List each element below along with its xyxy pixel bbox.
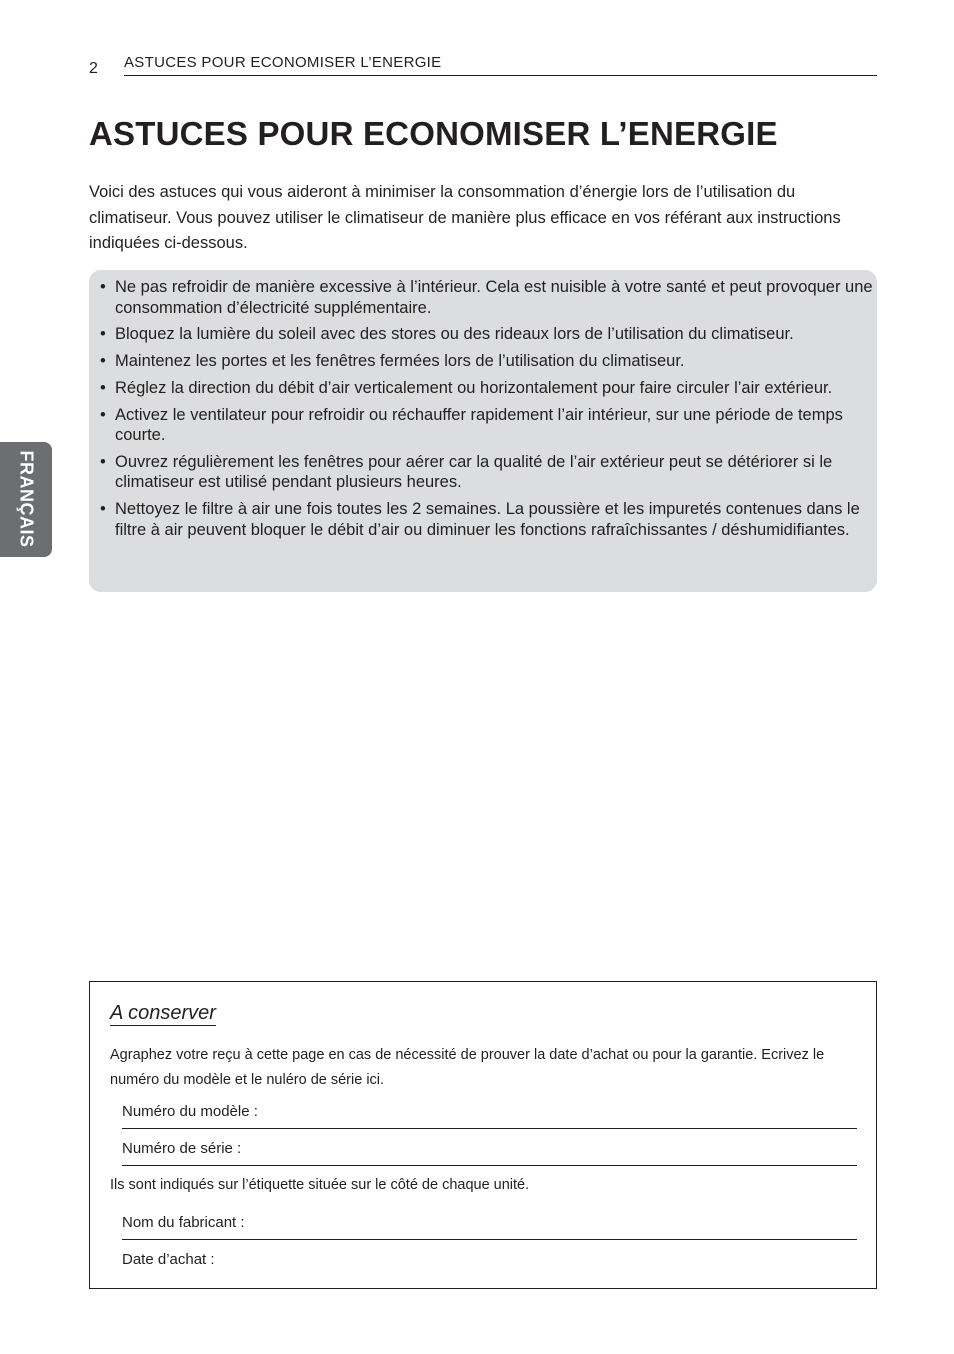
running-header: ASTUCES POUR ECONOMISER L’ENERGIE [124,54,442,71]
tip-item: • Activez le ventilateur pour refroidir ou réchauffer rapidement l’air intérieur, sur une période de temps courte. [100,405,873,446]
label-location-note: Ils sont indiqués sur l’étiquette située sur le côté de chaque unité. [110,1177,530,1193]
tip-item: • Maintenez les portes et les fenêtres fermées lors de l’utilisation du climatiseur. [100,351,873,372]
keep-record-title: A conserver [110,1002,216,1024]
tip-item: • Réglez la direction du débit d’air verticalement ou horizontalement pour faire circuler l’air extérieur. [100,378,873,399]
manufacturer-label: Nom du fabricant : [122,1214,245,1231]
intro-paragraph: Voici des astuces qui vous aideront à minimiser la consommation d’énergie lors de l’utilisation du climatiseur. Vous pouvez utiliser le climatiseur de manière plus efficace en vos référant aux instructions indiquées ci-dessous. [89,183,841,252]
keep-record-box [89,981,877,1289]
purchase-date-label: Date d’achat : [122,1251,215,1268]
model-number-field[interactable] [122,1103,857,1129]
serial-number-field[interactable] [122,1140,857,1166]
serial-number-label: Numéro de série : [122,1140,242,1157]
language-tab-label: FRANÇAIS [16,450,37,548]
purchase-date-field[interactable] [122,1251,857,1277]
page-number: 2 [89,60,98,77]
tip-item: • Bloquez la lumière du soleil avec des stores ou des rideaux lors de l’utilisation du climatiseur. [100,324,873,345]
tip-item: • Ouvrez régulièrement les fenêtres pour aérer car la qualité de l’air extérieur peut se détériorer si le climatiseur est utilisé pendant plusieurs heures. [100,452,873,493]
tips-panel [89,270,877,592]
tips-list [100,277,873,540]
manufacturer-field[interactable] [122,1214,857,1240]
tip-item: • Ne pas refroidir de manière excessive à l’intérieur. Cela est nuisible à votre santé et peut provoquer une consommation d’électricité supplémentaire. [100,277,873,318]
language-tab [0,442,52,557]
page-title: ASTUCES POUR ECONOMISER L’ENERGIE [89,115,778,152]
header-divider [124,75,877,76]
tip-item: • Nettoyez le filtre à air une fois toutes les 2 semaines. La poussière et les impuretés contenues dans le filtre à air peuvent bloquer le débit d’air ou diminuer les fonctions rafraîchissantes / déshumidifiantes. [100,499,873,540]
model-number-label: Numéro du modèle : [122,1103,258,1120]
keep-record-instructions: Agraphez votre reçu à cette page en cas de nécessité de prouver la date d’achat ou pour la garantie. Ecrivez le numéro du modèle et le nuléro de série ici. [110,1047,825,1088]
